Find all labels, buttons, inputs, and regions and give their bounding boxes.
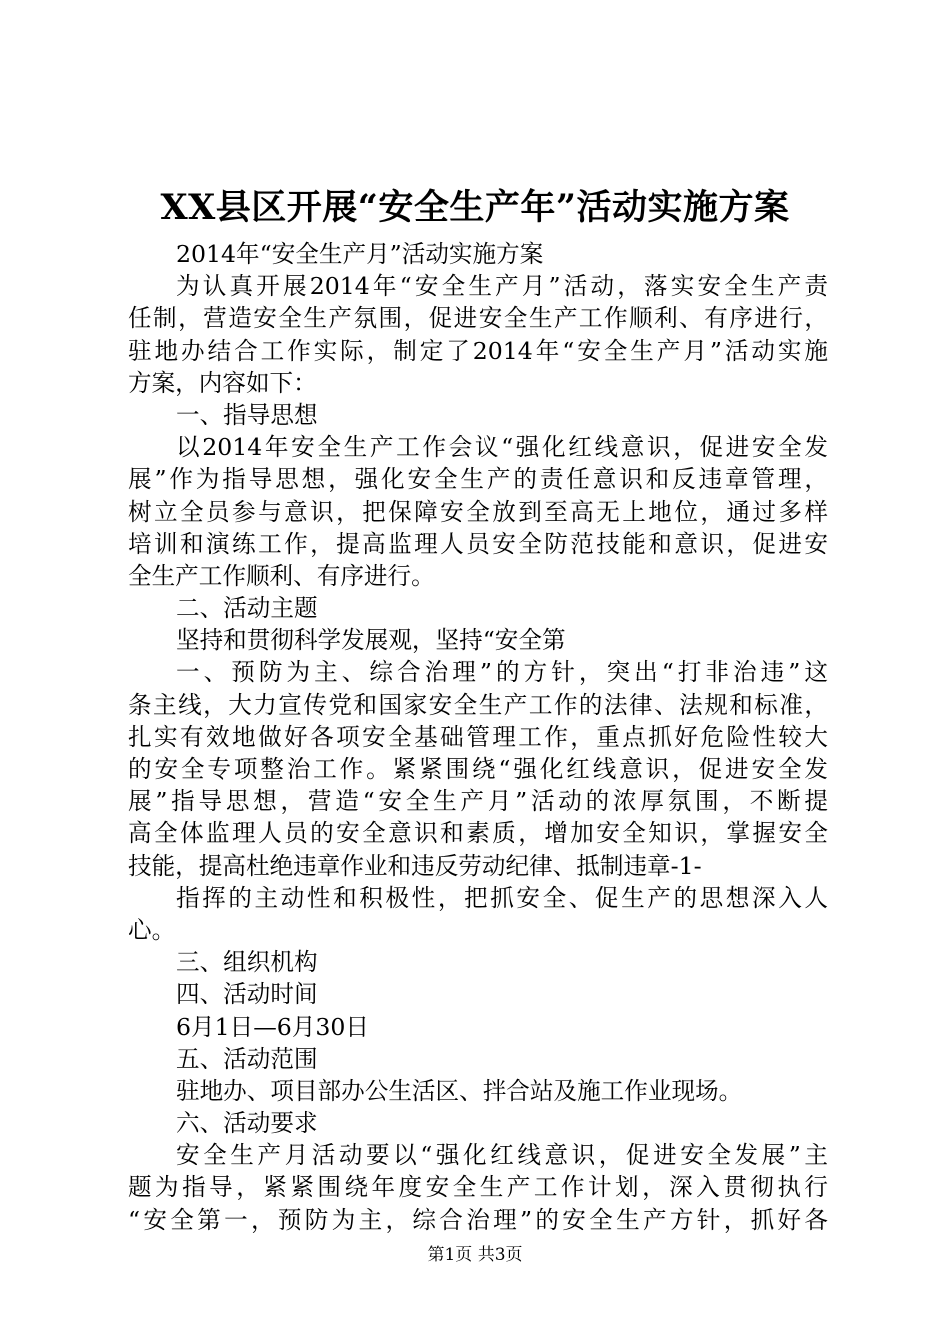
text-line: 技能，提高杜绝违章作业和违反劳动纪律、抵制违章-1- [128,851,702,880]
section-heading: 六、活动要求 [176,1109,318,1138]
section-heading: 三、组织机构 [176,948,318,977]
text-line: 展”作为指导思想，强化安全生产的责任意识和反违章管理， [128,465,828,494]
text-line: 为认真开展2014年“安全生产月”活动，落实安全生产责 [176,272,828,301]
text-line: 一、预防为主、综合治理”的方针，突出“打非治违”这 [176,658,828,687]
text-line: 6月1日—6月30日 [176,1012,370,1041]
text-line: 2014年“安全生产月”活动实施方案 [176,240,544,268]
text-line: 全生产工作顺利、有序进行。 [128,561,435,590]
text-line: 驻地办、项目部办公生活区、拌合站及施工作业现场。 [176,1076,743,1105]
text-line: 任制，营造安全生产氛围，促进安全生产工作顺利、有序进行， [128,304,828,333]
text-line: 培训和演练工作，提高监理人员安全防范技能和意识，促进安 [128,529,828,558]
text-line: 方案，内容如下： [128,368,317,397]
text-line: 扎实有效地做好各项安全基础管理工作，重点抓好危险性较大 [128,722,828,751]
text-line: 高全体监理人员的安全意识和素质，增加安全知识，掌握安全 [128,819,828,848]
text-line: 坚持和贯彻科学发展观，坚持“安全第 [176,626,566,655]
text-line: 的安全专项整治工作。紧紧围绕“强化红线意识，促进安全发 [128,755,828,783]
text-line: “安全第一，预防为主，综合治理”的安全生产方针，抓好各 [128,1205,828,1234]
section-heading: 二、活动主题 [176,594,318,623]
document-title: XX县区开展“安全生产年”活动实施方案 [160,187,790,228]
text-line: 驻地办结合工作实际，制定了2014年“安全生产月”活动实施 [128,336,828,365]
text-line: 指挥的主动性和积极性，把抓安全、促生产的思想深入人 [176,883,828,912]
text-line: 心。 [128,915,176,944]
text-line: 展”指导思想，营造“安全生产月”活动的浓厚氛围，不断提 [128,787,828,816]
text-line: 安全生产月活动要以“强化红线意识，促进安全发展”主 [176,1141,828,1170]
section-heading: 四、活动时间 [176,980,318,1009]
text-line: 题为指导，紧紧围绕年度安全生产工作计划，深入贯彻执行 [128,1173,828,1202]
text-line: 以2014年安全生产工作会议“强化红线意识，促进安全发 [176,433,828,462]
page-footer: 第1页 共3页 [427,1245,523,1265]
text-line: 树立全员参与意识，把保障安全放到至高无上地位，通过多样 [128,497,828,526]
text-line: 条主线，大力宣传党和国家安全生产工作的法律、法规和标准， [128,690,828,719]
section-heading: 一、指导思想 [176,400,318,429]
section-heading: 五、活动范围 [176,1044,318,1073]
document-body [128,238,828,1236]
